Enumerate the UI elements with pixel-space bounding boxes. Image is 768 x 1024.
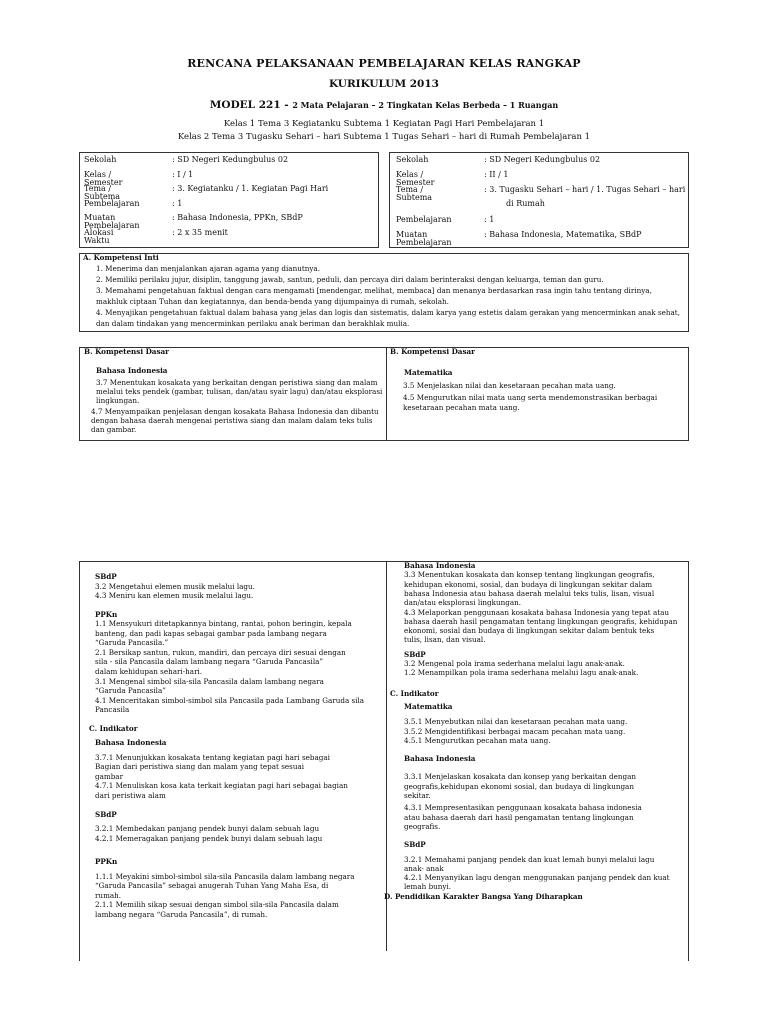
kd-right-heading: B. Kompetensi Dasar bbox=[390, 347, 475, 356]
list-line: 3.2 Mengetahui elemen musik melalui lagu. bbox=[95, 581, 255, 591]
section-heading: Bahasa Indonesia bbox=[404, 561, 476, 570]
identity-value: : II / 1 bbox=[484, 169, 509, 179]
list-line: 3.1 Mengenal simbol sila-sila Pancasila dalam lambang negara bbox=[95, 676, 324, 686]
kd-line: melalui teks pendek (gambar, tulisan, dan/atau syair lagu) dan/atau eksplorasi bbox=[96, 387, 383, 396]
list-line: banteng, dan padi kapas sebagai gambar pada lambang negara bbox=[95, 628, 327, 638]
list-line: 2.1 Bersikap santun, rukun, mandiri, dan percaya diri sesuai dengan bbox=[95, 647, 346, 657]
section-heading: PPKn bbox=[95, 609, 118, 619]
list-line: 3.2.1 Memahami panjang pendek dan kuat lemah bunyi melalui lagu bbox=[404, 854, 655, 864]
list-line: sila - sila Pancasila dalam lambang negara “Garuda Pancasila” bbox=[95, 657, 324, 667]
list-line: “Garuda Pancasila” bbox=[95, 686, 166, 695]
document-title: RENCANA PELAKSANAAN PEMBELAJARAN KELAS RANGKAP bbox=[187, 57, 581, 70]
identity-value: di Rumah bbox=[506, 199, 545, 208]
list-line: dan/atau eksplorasi lingkungan. bbox=[404, 598, 522, 608]
list-line: 4.7.1 Menuliskan kosa kata terkait kegiatan pagi hari sebagai bagian bbox=[95, 781, 348, 791]
ki-item: makhluk ciptaan Tuhan dan kegiatannya, dan benda-benda yang dijumpainya di rumah, sekolah. bbox=[96, 296, 449, 306]
section-heading: Matematika bbox=[404, 701, 453, 711]
list-line: 4.2.1 Menyanyikan lagu dengan menggunakan panjang pendek dan kuat bbox=[404, 873, 670, 883]
identity-label: Tema / Subtema bbox=[396, 184, 433, 202]
list-line: 3.5.1 Menyebutkan nilai dan kesetaraan pecahan mata uang. bbox=[404, 717, 628, 727]
identity-label: Muatan Pembelajaran bbox=[396, 230, 452, 247]
list-line: kehidupan ekonomi, sosial, dan budaya di lingkungan sekitar dalam bbox=[404, 579, 653, 589]
ki-item: 3. Memahami pengetahuan faktual dengan cara mengamati [mendengar, melihat, membaca] dan menanya berdasarkan rasa ingin tahu tentang dirinya, bbox=[96, 285, 652, 295]
section-heading: SBdP bbox=[404, 649, 426, 659]
identity-label: Sekolah bbox=[396, 155, 429, 164]
kd-line: dan gambar. bbox=[91, 425, 137, 434]
list-line: bahasa Indonesia atau bahasa daerah melalui teks tulis, lisan, visual bbox=[404, 588, 655, 598]
list-line: Pancasila bbox=[95, 705, 130, 715]
curriculum-title: KURIKULUM 2013 bbox=[329, 78, 439, 90]
list-line: 4.1 Menceritakan simbol-simbol sila Pancasila pada Lambang Garuda sila bbox=[95, 695, 365, 705]
section-heading: SBdP bbox=[95, 809, 117, 819]
list-line: 3.3 Menentukan kosakata dan konsep tentang lingkungan geografis, bbox=[404, 570, 655, 580]
list-line: “Garuda Pancasila.” bbox=[95, 638, 169, 648]
list-line: gambar bbox=[95, 771, 124, 781]
kd-line: 4.7 Menyampaikan penjelasan dengan kosakata Bahasa Indonesia dan dibantu bbox=[91, 407, 379, 416]
ki-item: 4. Menyajikan pengetahuan faktual dalam bahasa yang jelas dan logis dan sistematis, dalam karya yang estetis dalam gerakan yang mencerminkan anak sehat, bbox=[96, 307, 680, 317]
identity-label: Kelas / Semester bbox=[396, 169, 435, 187]
identity-value: : 3. Kegiatanku / 1. Kegiatan Pagi Hari bbox=[172, 184, 329, 194]
section-heading: Bahasa Indonesia bbox=[404, 754, 476, 764]
identity-label: Alokasi Waktu bbox=[84, 228, 114, 245]
subject-heading: Bahasa Indonesia bbox=[96, 366, 168, 375]
list-line: 1.1.1 Meyakini simbol-simbol sila-sila Pancasila dalam lambang negara bbox=[95, 871, 355, 881]
class1-topic: Kelas 1 Tema 3 Kegiatanku Subtema 1 Kegiatan Pagi Hari Pembelajaran 1 bbox=[223, 119, 545, 129]
ki-item: dan dalam tindakan yang mencerminkan perilaku anak beriman dan berakhlak mulia. bbox=[96, 318, 410, 328]
list-line: bahasa daerah hasil pengamatan tentang lingkungan geografis, kehidupan bbox=[404, 616, 678, 626]
identity-value: : 2 x 35 menit bbox=[172, 228, 228, 237]
ki-item: 1. Menerima dan menjalankan ajaran agama yang dianutnya. bbox=[96, 264, 320, 273]
list-line: 4.3 Melaporkan penggunaan kosakata bahasa Indonesia yang tepat atau bbox=[404, 607, 670, 617]
model-subtitle: 2 Mata Pelajaran – 2 Tingkatan Kelas Berbeda – 1 Ruangan bbox=[292, 100, 559, 110]
list-line: dari peristiwa alam bbox=[95, 791, 166, 800]
list-line: lambang negara “Garuda Pancasila”, di rumah. bbox=[95, 909, 268, 919]
list-line: sekitar. bbox=[404, 791, 431, 800]
list-line: dalam kehidupan sehari-hari. bbox=[95, 666, 203, 676]
class2-topic: Kelas 2 Tema 3 Tugasku Sehari – hari Subtema 1 Tugas Sehari – hari di Rumah Pembelajaran 1 bbox=[177, 132, 591, 142]
list-line: 3.2 Mengenal pola irama sederhana melalui lagu anak-anak. bbox=[404, 659, 625, 668]
section-heading: C. Indikator bbox=[89, 723, 138, 733]
list-line: 4.3.1 Mempresentasikan penggunaan kosakata bahasa indonesia bbox=[404, 803, 642, 813]
section-heading: D. Pendidikan Karakter Bangsa Yang Diharapkan bbox=[384, 891, 583, 901]
kd-line: 3.5 Menjelaskan nilai dan kesetaraan pecahan mata uang. bbox=[403, 381, 616, 390]
identity-value: : 1 bbox=[172, 198, 183, 208]
list-line: anak- anak bbox=[404, 863, 444, 873]
identity-label: Pembelajaran bbox=[84, 198, 140, 208]
identity-label: Muatan Pembelajaran bbox=[84, 213, 140, 231]
model-main: MODEL 221 - bbox=[209, 99, 293, 111]
ki-item: 2. Memiliki perilaku jujur, disiplin, tanggung jawab, santun, peduli, dan percaya diri dalam berinteraksi dengan keluarga, teman dan guru. bbox=[96, 274, 604, 284]
list-line: geografis. bbox=[404, 821, 441, 831]
ki-heading: A. Kompetensi Inti bbox=[83, 253, 159, 262]
list-line: 3.7.1 Menunjukkan kosakata tentang kegiatan pagi hari sebagai bbox=[95, 752, 330, 762]
section-heading: Bahasa Indonesia bbox=[95, 738, 167, 748]
list-line: tulis, lisan, dan visual. bbox=[404, 635, 486, 645]
identity-value: : I / 1 bbox=[172, 169, 194, 179]
list-line: 1.1 Mensyukuri ditetapkannya bintang, rantai, pohon beringin, kepala bbox=[95, 619, 352, 629]
kd-divider bbox=[386, 347, 387, 441]
model-title bbox=[0, 99, 768, 111]
list-line: 4.3 Meniru kan elemen musik melalui lagu. bbox=[95, 591, 254, 601]
kd-line: lingkungan. bbox=[96, 396, 140, 405]
kd-line: kesetaraan pecahan mata uang. bbox=[403, 403, 520, 412]
identity-value: : SD Negeri Kedungbulus 02 bbox=[484, 155, 601, 164]
list-line: “Garuda Pancasila” sebagai anugerah Tuhan Yang Maha Esa, di bbox=[95, 881, 329, 891]
identity-label: Pembelajaran bbox=[396, 215, 452, 224]
section-heading: SBdP bbox=[404, 840, 426, 850]
list-line: lemah bunyi. bbox=[404, 882, 452, 892]
list-line: ekonomi, sosial dan budaya di lingkungan sekitar dalam bentuk teks bbox=[404, 626, 655, 636]
kd-line: 3.7 Menentukan kosakata yang berkaitan dengan peristiwa siang dan malam bbox=[96, 378, 378, 387]
identity-value: : 3. Tugasku Sehari – hari / 1. Tugas Sehari – hari bbox=[484, 184, 686, 194]
identity-label: Tema / Subtema bbox=[84, 184, 121, 202]
kd-line: 4.5 Mengurutkan nilai mata uang serta mendemonstrasikan berbagai bbox=[403, 393, 658, 402]
identity-value: : Bahasa Indonesia, Matematika, SBdP bbox=[484, 230, 642, 239]
list-line: 3.5.2 Mengidentifikasi berbagai macam pecahan mata uang. bbox=[404, 726, 626, 736]
identity-value: : 1 bbox=[484, 215, 495, 224]
list-line: rumah. bbox=[95, 890, 122, 900]
list-line: 3.2.1 Membedakan panjang pendek bunyi dalam sebuah lagu bbox=[95, 824, 320, 834]
list-line: 1.2 Menampilkan pola irama sederhana melalui lagu anak-anak. bbox=[404, 668, 639, 678]
list-line: geografis,kehidupan ekonomi sosial, dan budaya di lingkungan bbox=[404, 781, 634, 791]
identity-value: : Bahasa Indonesia, PPKn, SBdP bbox=[172, 213, 303, 223]
identity-label: Sekolah bbox=[84, 155, 117, 164]
list-line: Bagian dari peristiwa siang dan malam yang tepat sesuai bbox=[95, 762, 305, 772]
section-heading: SBdP bbox=[95, 572, 117, 581]
list-line: 2.1.1 Memilih sikap sesuai dengan simbol sila-sila Pancasila dalam bbox=[95, 900, 339, 910]
section-heading: C. Indikator bbox=[390, 688, 439, 698]
list-line: 4.5.1 Mengurutkan pecahan mata uang. bbox=[404, 735, 551, 745]
kd-left-heading: B. Kompetensi Dasar bbox=[84, 347, 169, 356]
identity-value: : SD Negeri Kedungbulus 02 bbox=[172, 155, 289, 164]
identity-label: Kelas / Semester bbox=[84, 169, 123, 187]
section-heading: PPKn bbox=[95, 857, 118, 867]
list-line: atau bahasa daerah dari hasil pengamatan tentang lingkungan bbox=[404, 812, 634, 822]
list-line: 4.2.1 Memeragakan panjang pendek bunyi dalam sebuah lagu bbox=[95, 833, 323, 843]
subject-heading: Matematika bbox=[404, 368, 453, 377]
list-line: 3.3.1 Menjelaskan kosakata dan konsep yang berkaitan dengan bbox=[404, 772, 636, 782]
kd-line: dengan bahasa daerah mengenai peristiwa siang dan malam dalam teks tulis bbox=[91, 416, 373, 425]
